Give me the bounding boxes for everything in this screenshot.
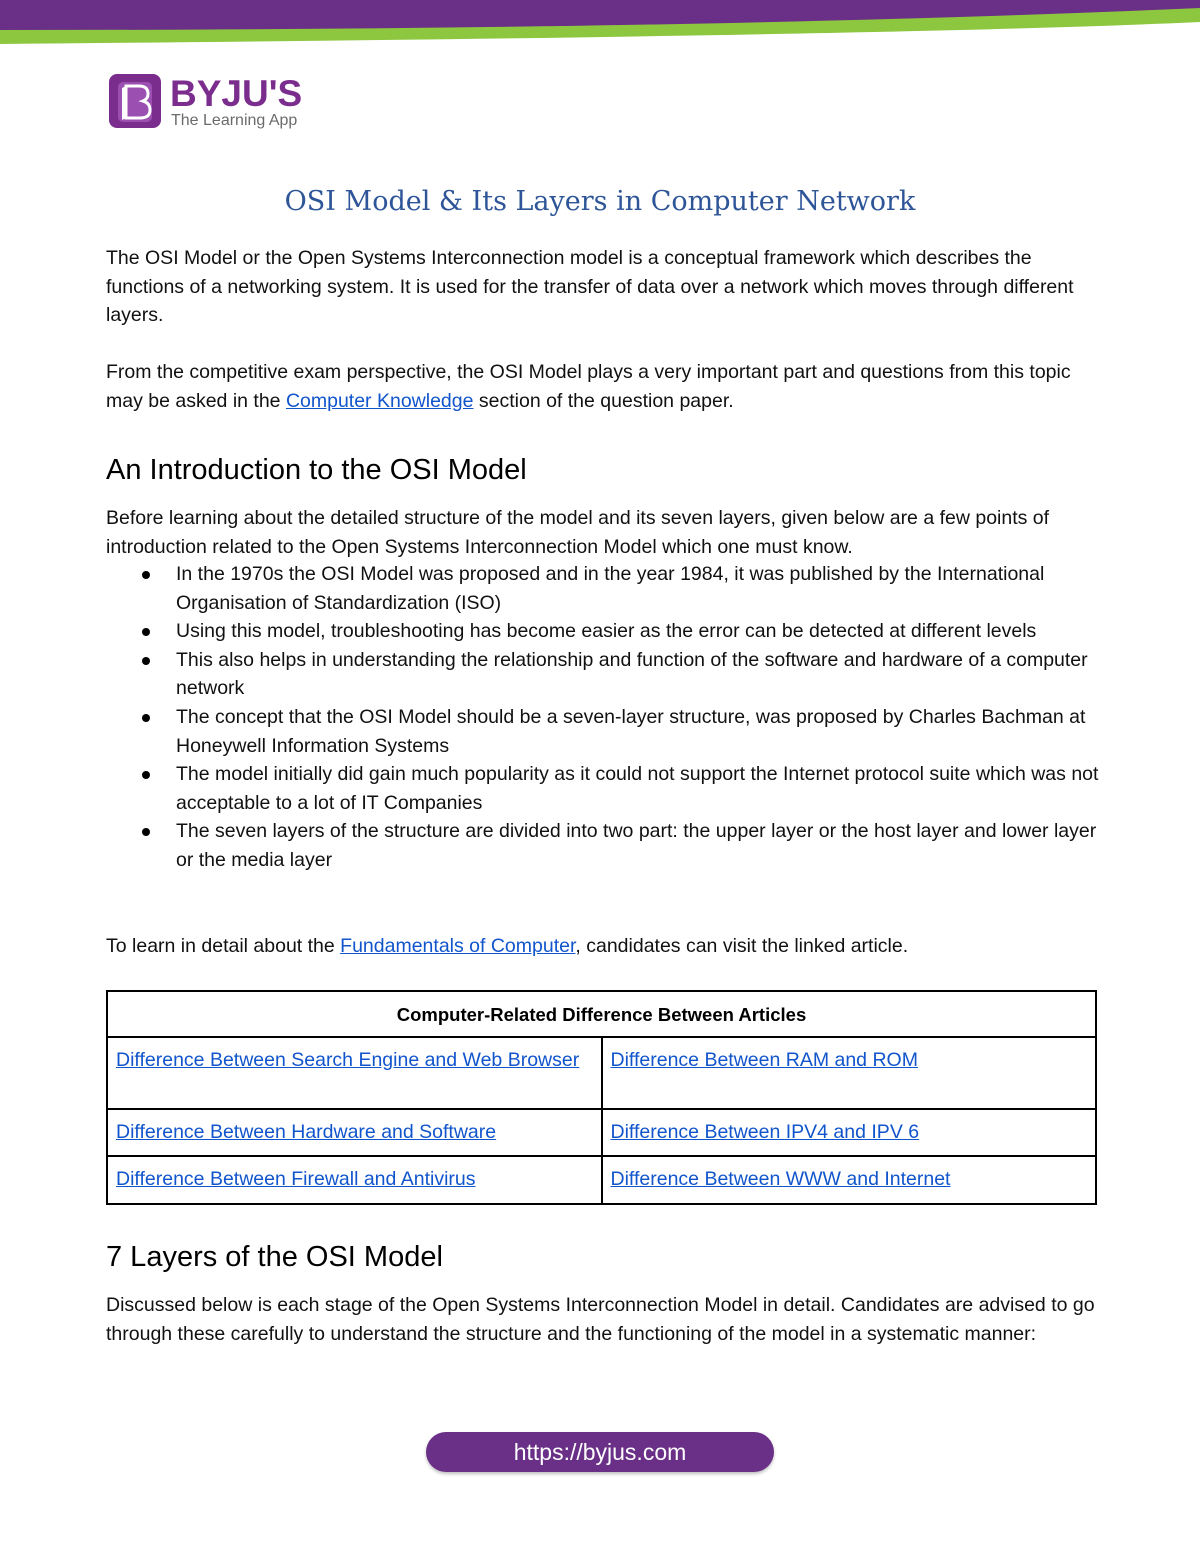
exam-paragraph	[106, 358, 1106, 415]
search-engine-vs-browser-link[interactable]: Difference Between Search Engine and Web Browser	[116, 1049, 580, 1071]
list-item	[106, 560, 1106, 617]
byjus-logo[interactable]	[108, 72, 318, 132]
table-row	[107, 1037, 1096, 1109]
list-item-text: The seven layers of the structure are divided into two part: the upper layer or the host layer and lower layer or the media layer	[176, 820, 1097, 871]
table-cell	[602, 1037, 1097, 1109]
table-header: Computer-Related Difference Between Articles	[107, 991, 1096, 1037]
fundamentals-paragraph-tail: , candidates can visit the linked article.	[575, 935, 909, 957]
table-cell	[602, 1109, 1097, 1156]
list-item	[106, 617, 1106, 646]
table-cell	[107, 1037, 602, 1109]
table-cell	[107, 1156, 602, 1204]
exam-paragraph-text: From the competitive exam perspective, the OSI Model plays a very important part and questions from this topic may be asked in the	[106, 361, 1071, 412]
footer-url-button[interactable]: https://byjus.com	[426, 1432, 774, 1472]
seven-layers-lead: Discussed below is each stage of the Open Systems Interconnection Model in detail. Candidates are advised to go through these carefully to understand the structure and the functioning of the model in a systematic manner:	[106, 1294, 1095, 1345]
exam-paragraph-tail: section of the question paper.	[473, 389, 734, 412]
document-title: OSI Model & Its Layers in Computer Network	[284, 186, 916, 217]
bullet-icon	[142, 771, 150, 779]
section-heading-seven-layers: 7 Layers of the OSI Model	[106, 1241, 443, 1273]
table-row	[107, 1109, 1096, 1156]
list-item	[106, 703, 1106, 760]
hardware-vs-software-link[interactable]: Difference Between Hardware and Software	[116, 1121, 497, 1143]
bullet-icon	[142, 571, 150, 579]
list-item	[106, 760, 1106, 817]
fundamentals-of-computer-link[interactable]: Fundamentals of Computer	[340, 935, 576, 957]
table-row	[107, 1156, 1096, 1204]
bullet-icon	[142, 714, 150, 722]
logo-tagline: The Learning App	[171, 112, 298, 129]
bullet-icon	[142, 828, 150, 836]
byjus-b-mark-icon	[108, 72, 164, 130]
list-item-text: The concept that the OSI Model should be a seven-layer structure, was proposed by Charles Bachman at Honeywell Information Systems	[176, 705, 1086, 757]
top-decorative-band	[0, 0, 1200, 44]
list-item-text: In the 1970s the OSI Model was proposed and in the year 1984, it was published by the International Organisation of Standardization (ISO)	[176, 563, 1045, 614]
section-heading-introduction: An Introduction to the OSI Model	[106, 454, 527, 486]
fundamentals-paragraph-text: To learn in detail about the	[106, 935, 341, 957]
intro-paragraph: The OSI Model or the Open Systems Interconnection model is a conceptual framework which describes the functions of a networking system. It is used for the transfer of data over a network which moves through different layers.	[106, 247, 1074, 327]
introduction-lead: Before learning about the detailed structure of the model and its seven layers, given below are a few points of introduction related to the Open Systems Interconnection Model which one must know.	[106, 507, 1050, 558]
logo-wordmark: BYJU'S	[170, 73, 303, 114]
list-item-text: Using this model, troubleshooting has become easier as the error can be detected at different levels	[176, 620, 1037, 643]
ipv4-vs-ipv6-link[interactable]: Difference Between IPV4 and IPV 6	[610, 1121, 920, 1143]
list-item	[106, 646, 1106, 703]
difference-articles-table	[106, 990, 1097, 1205]
fundamentals-paragraph	[106, 932, 1106, 961]
list-item-text: The model initially did gain much popularity as it could not support the Internet protocol suite which was not acceptable to a lot of IT Companies	[176, 763, 1099, 814]
bullet-icon	[142, 657, 150, 665]
computer-knowledge-link[interactable]: Computer Knowledge	[285, 389, 474, 412]
ram-vs-rom-link[interactable]: Difference Between RAM and ROM	[610, 1049, 918, 1071]
firewall-vs-antivirus-link[interactable]: Difference Between Firewall and Antivirus	[116, 1168, 476, 1190]
list-item-text: This also helps in understanding the relationship and function of the software and hardware of a computer network	[176, 648, 1088, 700]
www-vs-internet-link[interactable]: Difference Between WWW and Internet	[610, 1168, 951, 1190]
bullet-icon	[142, 628, 150, 636]
table-cell	[107, 1109, 602, 1156]
introduction-bullet-list	[106, 560, 1106, 875]
list-item	[106, 817, 1106, 874]
table-cell	[602, 1156, 1097, 1204]
